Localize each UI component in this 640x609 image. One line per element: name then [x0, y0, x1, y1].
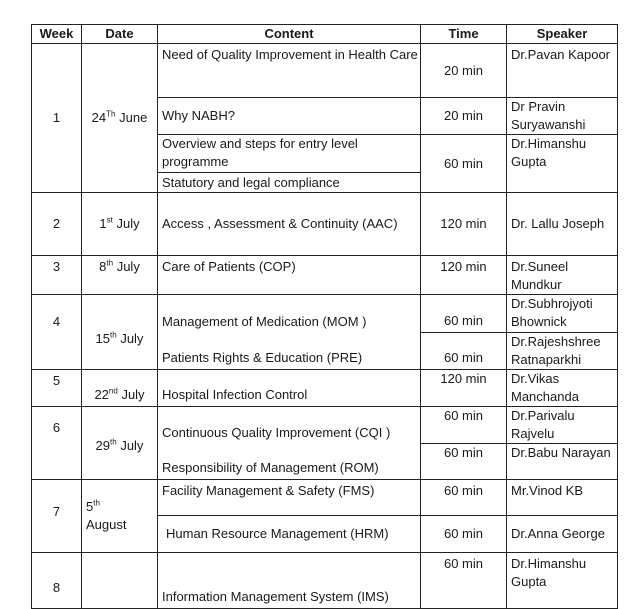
content-cell: Continuous Quality Improvement (CQI )	[158, 407, 421, 444]
speaker-cell: Dr. Lallu Joseph	[507, 193, 618, 256]
content-cell: Care of Patients (COP)	[158, 256, 421, 295]
content-cell: Statutory and legal compliance	[158, 173, 421, 193]
date-cell	[82, 553, 158, 609]
week-cell: 4	[32, 295, 82, 370]
time-cell: 60 min	[421, 444, 507, 480]
table-row	[32, 480, 618, 516]
date-cell: 29th July	[82, 407, 158, 480]
date-cell: 22nd July	[82, 370, 158, 407]
week-cell: 2	[32, 193, 82, 256]
time-cell: 60 min	[421, 480, 507, 516]
speaker-cell: Dr.Vikas Manchanda	[507, 370, 618, 407]
week-cell: 8	[32, 553, 82, 609]
table-row	[32, 256, 618, 295]
content-cell: Facility Management & Safety (FMS)	[158, 480, 421, 516]
week-cell: 3	[32, 256, 82, 295]
speaker-cell: Mr.Vinod KB	[507, 480, 618, 516]
content-cell: Need of Quality Improvement in Health Care	[158, 44, 421, 98]
date-cell: 8th July	[82, 256, 158, 295]
time-cell: 60 min	[421, 407, 507, 444]
time-cell: 60 min	[421, 135, 507, 193]
header-date: Date	[82, 25, 158, 44]
week-cell: 1	[32, 44, 82, 193]
speaker-cell: Dr.Himanshu Gupta	[507, 135, 618, 193]
table-row	[32, 370, 618, 407]
table-row	[32, 193, 618, 256]
week-cell: 6	[32, 407, 82, 480]
content-cell: Overview and steps for entry level programme	[158, 135, 421, 173]
time-cell: 60 min	[421, 333, 507, 370]
content-cell: Information Management System (IMS)	[158, 553, 421, 609]
header-content: Content	[158, 25, 421, 44]
week-cell: 5	[32, 370, 82, 407]
time-cell: 120 min	[421, 256, 507, 295]
table-row	[32, 295, 618, 333]
speaker-cell: Dr.Babu Narayan	[507, 444, 618, 480]
header-week: Week	[32, 25, 82, 44]
date-cell: 15th July	[82, 295, 158, 370]
schedule-table	[31, 24, 618, 609]
speaker-cell: Dr.Pavan Kapoor	[507, 44, 618, 98]
table-row	[32, 44, 618, 98]
speaker-cell: Dr.Parivalu Rajvelu	[507, 407, 618, 444]
table-row	[32, 407, 618, 444]
time-cell: 120 min	[421, 370, 507, 407]
content-cell: Hospital Infection Control	[158, 370, 421, 407]
week-cell: 7	[32, 480, 82, 553]
header-time: Time	[421, 25, 507, 44]
content-cell: Responsibility of Management (ROM)	[158, 444, 421, 480]
speaker-cell: Dr Pravin Suryawanshi	[507, 98, 618, 135]
speaker-cell: Dr.Himanshu Gupta	[507, 553, 618, 609]
time-cell: 20 min	[421, 98, 507, 135]
speaker-cell: Dr.Rajeshshree Ratnaparkhi	[507, 333, 618, 370]
header-row	[32, 25, 618, 44]
time-cell: 60 min	[421, 516, 507, 553]
speaker-cell: Dr.Anna George	[507, 516, 618, 553]
content-cell: Access , Assessment & Continuity (AAC)	[158, 193, 421, 256]
time-cell: 20 min	[421, 44, 507, 98]
content-cell: Why NABH?	[158, 98, 421, 135]
table-row	[32, 553, 618, 609]
date-cell: 5th August	[82, 480, 158, 553]
content-cell: Human Resource Management (HRM)	[158, 516, 421, 553]
time-cell: 60 min	[421, 553, 507, 609]
time-cell: 60 min	[421, 295, 507, 333]
time-cell: 120 min	[421, 193, 507, 256]
date-cell: 1st July	[82, 193, 158, 256]
content-cell: Management of Medication (MOM )	[158, 295, 421, 333]
date-cell: 24Th June	[82, 44, 158, 193]
content-cell: Patients Rights & Education (PRE)	[158, 333, 421, 370]
speaker-cell: Dr.Subhrojyoti Bhownick	[507, 295, 618, 333]
speaker-cell: Dr.Suneel Mundkur	[507, 256, 618, 295]
header-speaker: Speaker	[507, 25, 618, 44]
